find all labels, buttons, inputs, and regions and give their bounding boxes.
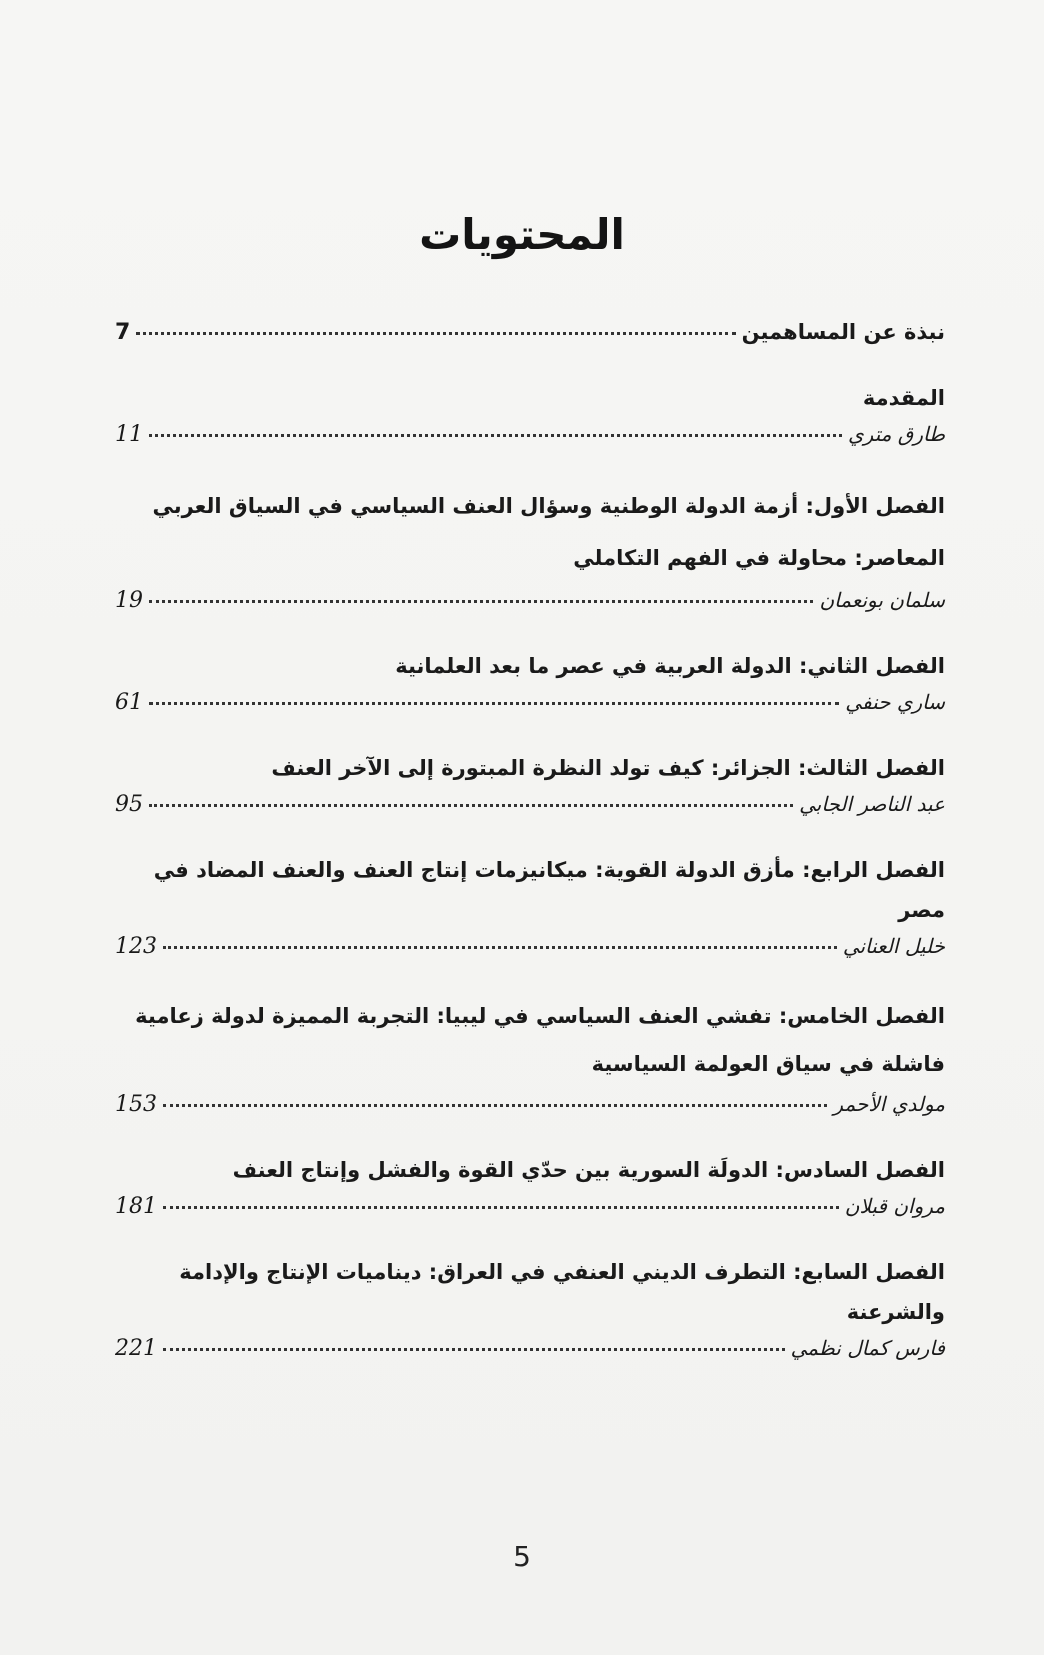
toc-entry-chapter-1 <box>115 480 945 632</box>
entry-page: 7 <box>115 320 131 345</box>
entry-author: عبد الناصر الجابي <box>799 792 945 816</box>
dot-leader <box>149 434 842 437</box>
toc-entry-chapter-4 <box>115 850 945 978</box>
table-of-contents <box>115 320 945 1394</box>
toc-entry-intro <box>115 378 945 466</box>
entry-page: 11 <box>115 422 143 447</box>
entry-page: 95 <box>115 792 143 817</box>
dot-leader <box>163 1104 827 1107</box>
entry-author-row <box>115 588 945 632</box>
toc-entry-chapter-5 <box>115 992 945 1136</box>
dot-leader <box>149 804 793 807</box>
entry-heading: الفصل الثالث: الجزائر: كيف تولد النظرة المبتورة إلى الآخر العنف <box>271 756 945 780</box>
dot-leader <box>163 1348 785 1351</box>
toc-entry-contributors <box>115 320 945 364</box>
page-title: المحتويات <box>419 210 625 259</box>
entry-page: 181 <box>115 1194 157 1219</box>
entry-heading: الفصل السادس: الدولَة السورية بين حدّي القوة والفشل وإنتاج العنف <box>232 1158 945 1182</box>
entry-page: 61 <box>115 690 143 715</box>
entry-author: طارق متري <box>848 422 945 446</box>
entry-page: 221 <box>115 1336 157 1361</box>
entry-author-row <box>115 1194 945 1238</box>
entry-author-row <box>115 934 945 978</box>
entry-page: 19 <box>115 588 143 613</box>
entry-heading: الفصل الرابع: مأزق الدولة القوية: ميكانيزمات إنتاج العنف والعنف المضاد في مصر <box>153 858 945 922</box>
entry-author-row <box>115 792 945 836</box>
entry-author: مروان قبلان <box>844 1194 945 1218</box>
toc-entry-chapter-7 <box>115 1252 945 1380</box>
dot-leader <box>163 946 837 949</box>
dot-leader <box>136 332 735 335</box>
entry-heading: الفصل الخامس: تفشي العنف السياسي في ليبيا: التجربة المميزة لدولة زعامية فاشلة في سياق العولمة السياسية <box>135 1004 945 1076</box>
entry-page: 153 <box>115 1092 157 1117</box>
entry-page: 123 <box>115 934 157 959</box>
entry-heading: المقدمة <box>862 386 945 410</box>
entry-author: سلمان بونعمان <box>819 588 945 612</box>
entry-author-row <box>115 690 945 734</box>
entry-label: نبذة عن المساهمين <box>741 320 945 344</box>
entry-author: فارس كمال نظمي <box>790 1336 945 1360</box>
entry-author-row <box>115 1336 945 1380</box>
entry-author-row <box>115 422 945 466</box>
page-number: 5 <box>513 1540 531 1573</box>
entry-heading: الفصل الثاني: الدولة العربية في عصر ما بعد العلمانية <box>395 654 945 678</box>
entry-heading: الفصل الأول: أزمة الدولة الوطنية وسؤال العنف السياسي في السياق العربي المعاصر: محاولة في الفهم التكاملي <box>152 494 945 570</box>
entry-author: مولدي الأحمر <box>833 1092 945 1116</box>
toc-entry-chapter-6 <box>115 1150 945 1238</box>
toc-entry-chapter-2 <box>115 646 945 734</box>
dot-leader <box>149 600 813 603</box>
entry-author: ساري حنفي <box>845 690 945 714</box>
entry-author-row <box>115 1092 945 1136</box>
dot-leader <box>149 702 839 705</box>
entry-heading: الفصل السابع: التطرف الديني العنفي في العراق: ديناميات الإنتاج والإدامة والشرعنة <box>179 1260 945 1324</box>
entry-author: خليل العناني <box>842 934 945 958</box>
toc-entry-chapter-3 <box>115 748 945 836</box>
dot-leader <box>163 1206 839 1209</box>
